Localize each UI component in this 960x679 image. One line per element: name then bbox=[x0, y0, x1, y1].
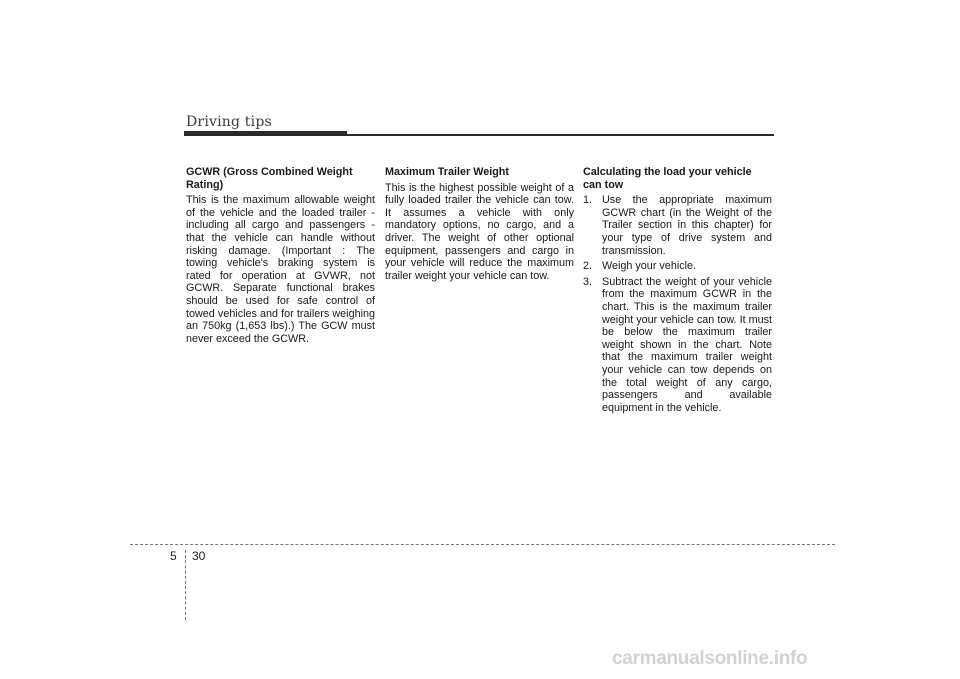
step-text: Use the appropriate maximum GCWR chart (in the Weight of the Trailer section in this chapter) for your type of drive system and transmission. bbox=[602, 194, 772, 257]
calc-steps-list bbox=[583, 194, 772, 414]
list-item bbox=[583, 276, 772, 415]
list-item bbox=[583, 260, 772, 273]
chapter-number: 5 bbox=[170, 549, 177, 563]
gcwr-body: This is the maximum allowable weight of the vehicle and the loaded trailer - including all cargo and passengers - that the vehicle can handle without risking damage. (Important : The towing vehicle's braking system is rated for operation at GVWR, not GCWR. Separate functional brakes should be used for safe control of towed vehicles and for trailers weighing an 750kg (1,653 lbs).) The GCW must never exceed the GCWR. bbox=[186, 194, 375, 345]
footer-dashed-rule bbox=[130, 544, 835, 545]
list-item bbox=[583, 194, 772, 257]
step-text: Subtract the weight of your vehicle from the maximum GCWR in the chart. This is the maximum trailer weight your vehicle can tow. It must be below the maximum trailer weight shown in the chart. Note that the maximum trailer weight your vehicle can tow depends on the total weight of any cargo, passengers and available equipment in the vehicle. bbox=[602, 275, 772, 414]
page-header-title: Driving tips bbox=[186, 114, 272, 130]
watermark: carmanualsonline.info bbox=[612, 648, 808, 669]
column-gcwr bbox=[186, 166, 375, 345]
step-number: 1. bbox=[583, 194, 593, 207]
header-accent-bar bbox=[184, 131, 347, 136]
max-trailer-heading: Maximum Trailer Weight bbox=[385, 166, 509, 178]
step-text: Weigh your vehicle. bbox=[602, 260, 697, 273]
footer-vertical-dashed-rule bbox=[185, 550, 186, 620]
max-trailer-body: This is the highest possible weight of a fully loaded trailer the vehicle can tow. It assumes a vehicle with only mandatory options, no cargo, and a driver. The weight of other optional equipment, passengers and cargo in your vehicle will reduce the maximum trailer weight your vehicle can tow. bbox=[385, 181, 574, 282]
header-rule bbox=[347, 134, 774, 136]
column-max-trailer-weight bbox=[385, 166, 574, 282]
step-number: 3. bbox=[583, 275, 593, 288]
column-calculating-load bbox=[583, 166, 772, 417]
page-number: 30 bbox=[192, 549, 206, 563]
gcwr-heading: GCWR (Gross Combined Weight Rating) bbox=[186, 166, 353, 191]
step-number: 2. bbox=[583, 260, 593, 273]
calc-heading: Calculating the load your vehicle can tow bbox=[583, 166, 752, 191]
